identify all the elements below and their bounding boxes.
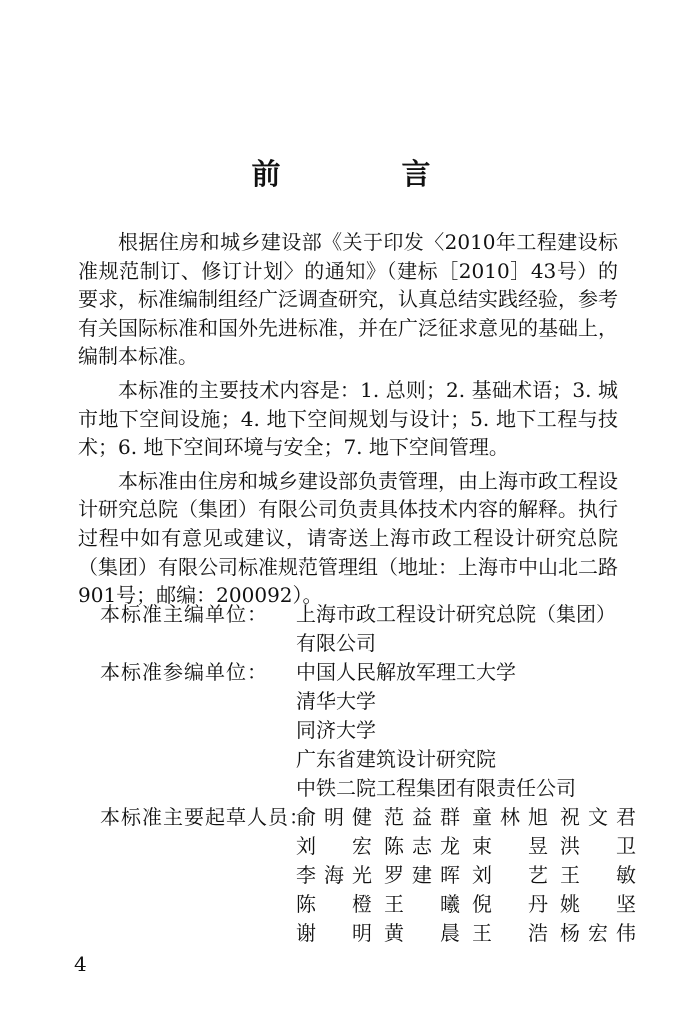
participating-unit-row bbox=[100, 658, 620, 803]
page-number: 4 bbox=[74, 952, 87, 976]
drafters-row bbox=[100, 803, 636, 948]
participating-unit-line: 中国人民解放军理工大学 bbox=[296, 660, 516, 684]
participating-unit-line: 清华大学 bbox=[296, 689, 376, 713]
drafter-name: 王敏 bbox=[560, 863, 636, 887]
drafter-name: 刘艺 bbox=[472, 863, 548, 887]
drafter-name: 陈橙 bbox=[296, 892, 372, 916]
participating-unit-line: 中铁二院工程集团有限责任公司 bbox=[296, 776, 576, 800]
drafter-name: 姚坚 bbox=[560, 892, 636, 916]
drafters-grid bbox=[296, 803, 648, 948]
paragraph-background: 根据住房和城乡建设部《关于印发〈2010年工程建设标准规范制订、修订计划〉的通知》（建标［2010］43号）的要求，标准编制组经广泛调查研究，认真总结实践经验，参考有关国际标准和国外先进标准，并在广泛征求意见的基础上，编制本标准。 bbox=[78, 230, 618, 369]
chief-unit-row bbox=[100, 600, 620, 658]
drafter-name: 束昱 bbox=[472, 834, 548, 858]
drafters-values bbox=[296, 803, 648, 948]
participating-unit-values bbox=[296, 658, 620, 803]
drafter-name: 王浩 bbox=[472, 921, 548, 945]
drafters-label: 本标准主要起草人员： bbox=[100, 805, 310, 829]
drafter-name: 陈志龙 bbox=[384, 834, 460, 858]
page-title: 前 言 bbox=[251, 157, 477, 191]
drafter-name: 祝文君 bbox=[560, 805, 636, 829]
participating-unit-line: 广东省建筑设计研究院 bbox=[296, 747, 496, 771]
preface-body bbox=[78, 228, 618, 615]
drafter-name: 俞明健 bbox=[296, 805, 372, 829]
drafter-name: 范益群 bbox=[384, 805, 460, 829]
drafter-name: 李海光 bbox=[296, 863, 372, 887]
drafter-name: 王曦 bbox=[384, 892, 460, 916]
chief-unit-label: 本标准主编单位： bbox=[100, 602, 268, 626]
paragraph-contents: 本标准的主要技术内容是：1. 总则；2. 基础术语；3. 城市地下空间设施；4. 地下空间规划与设计；5. 地下工程与技术；6. 地下空间环境与安全；7. 地下空间管理。 bbox=[78, 377, 618, 460]
drafter-name: 刘宏 bbox=[296, 834, 372, 858]
drafter-name: 洪卫 bbox=[560, 834, 636, 858]
drafter-name: 谢明 bbox=[296, 921, 372, 945]
chief-unit-line: 上海市政工程设计研究总院（集团） bbox=[296, 602, 616, 626]
paragraph-management: 本标准由住房和城乡建设部负责管理，由上海市政工程设计研究总院（集团）有限公司负责具体技术内容的解释。执行过程中如有意见或建议，请寄送上海市政工程设计研究总院（集团）有限公司标准规范管理组（地址：上海市中山北二路901号；邮编：200092）。 bbox=[78, 468, 618, 608]
drafter-name: 童林旭 bbox=[472, 805, 548, 829]
chief-unit-line: 有限公司 bbox=[296, 631, 376, 655]
drafter-name: 黄晨 bbox=[384, 921, 460, 945]
participating-unit-label: 本标准参编单位： bbox=[100, 660, 268, 684]
drafter-name: 倪丹 bbox=[472, 892, 548, 916]
unit-list bbox=[100, 600, 636, 948]
drafter-name: 罗建晖 bbox=[384, 863, 460, 887]
drafter-name: 杨宏伟 bbox=[560, 921, 636, 945]
chief-unit-values bbox=[296, 600, 620, 658]
participating-unit-line: 同济大学 bbox=[296, 718, 376, 742]
